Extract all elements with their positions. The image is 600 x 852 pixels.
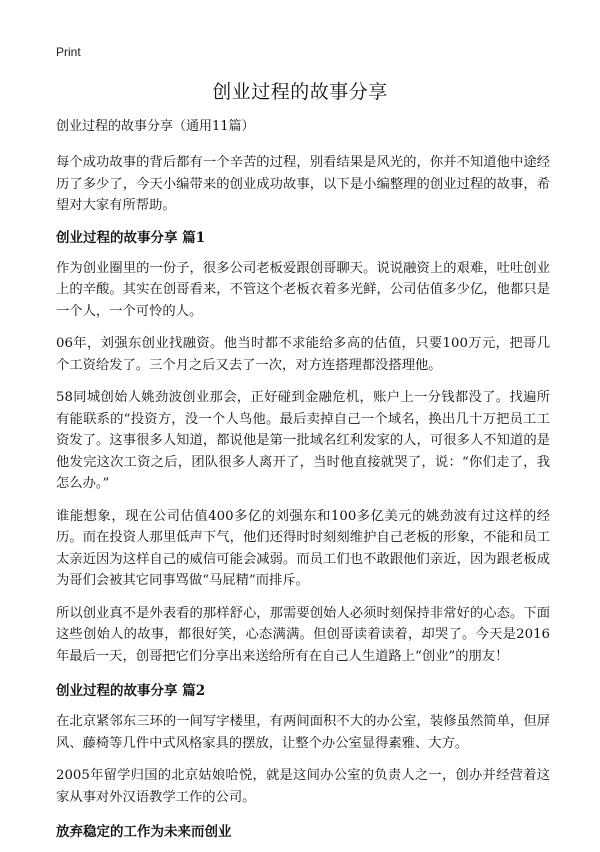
document-body: [56, 118, 550, 852]
section2-paragraph: 在北京紧邻东三环的一间写字楼里，有两间面积不大的办公室，装修虽然简单，但屏风、藤椅等几件中式风格家具的摆放，让整个办公室显得素雅、大方。: [56, 714, 550, 751]
section2-paragraph: 2005年留学归国的北京姑娘哈悦，就是这间办公室的负责人之一，创办并经营着这家从事对外汉语教学工作的公司。: [56, 768, 550, 805]
section-heading-3: 放弃稳定的工作为未来而创业: [56, 824, 232, 840]
section-heading-2: 创业过程的故事分享 篇2: [56, 683, 206, 699]
document-subtitle: 创业过程的故事分享（通用11篇）: [56, 119, 255, 134]
section1-paragraph: 作为创业圈里的一份子，很多公司老板爱跟创哥聊天。说说融资上的艰难，吐吐创业上的辛酸。其实在创哥看来，不管这个老板衣着多光鲜，公司估值多少亿，他都只是一个人，一个可怜的人。: [56, 260, 550, 319]
section-heading-1: 创业过程的故事分享 篇1: [56, 229, 206, 246]
section1-paragraph: 所以创业真不是外表看的那样舒心，那需要创始人必须时刻保持非常好的心态。下面这些创始人的故事，都很好笑，心态满满。但创哥读着读着，却哭了。今天是2016年最后一天，创哥把它们分享出来送给所有在自己人生道路上“创业”的朋友！: [56, 605, 550, 664]
document-title: 创业过程的故事分享: [212, 81, 388, 103]
section1-paragraph: 06年，刘强东创业找融资。他当时都不求能给多高的估值，只要100万元，把哥几个工资给发了。三个月之后又去了一次，对方连搭理都没搭理他。: [56, 336, 550, 373]
section1-paragraph: 58同城创始人姚劲波创业那会，正好碰到金融危机，账户上一分钱都没了。找遍所有能联系的“投资方，没一个人鸟他。最后卖掉自己一个域名，换出几十万把员工工资发了。这事很多人知道，都说他是第一批域名红利发家的人，可很多人不知道的是他发完这次工资之后，团队很多人离开了，当时他直接就哭了，说：“你们走了，我怎么办。”: [56, 390, 550, 491]
print-link[interactable]: Print: [56, 45, 81, 59]
intro-paragraph: 每个成功故事的背后都有一个辛苦的过程，别看结果是风光的，你并不知道他中途经历了多少了，今天小编带来的创业成功故事，以下是小编整理的创业过程的故事，希望对大家有所帮助。: [56, 155, 550, 213]
section1-paragraph: 谁能想象，现在公司估值400多亿的刘强东和100多亿美元的姚劲波有过这样的经历。而在投资人那里低声下气，他们还得时时刻刻维护自己老板的形象，不能和员工太亲近因为这样自己的威信可能会减弱。而员工们也不敢跟他们亲近，因为跟老板成为哥们会被其它同事骂做“马屁精”而排斥。: [56, 508, 550, 588]
